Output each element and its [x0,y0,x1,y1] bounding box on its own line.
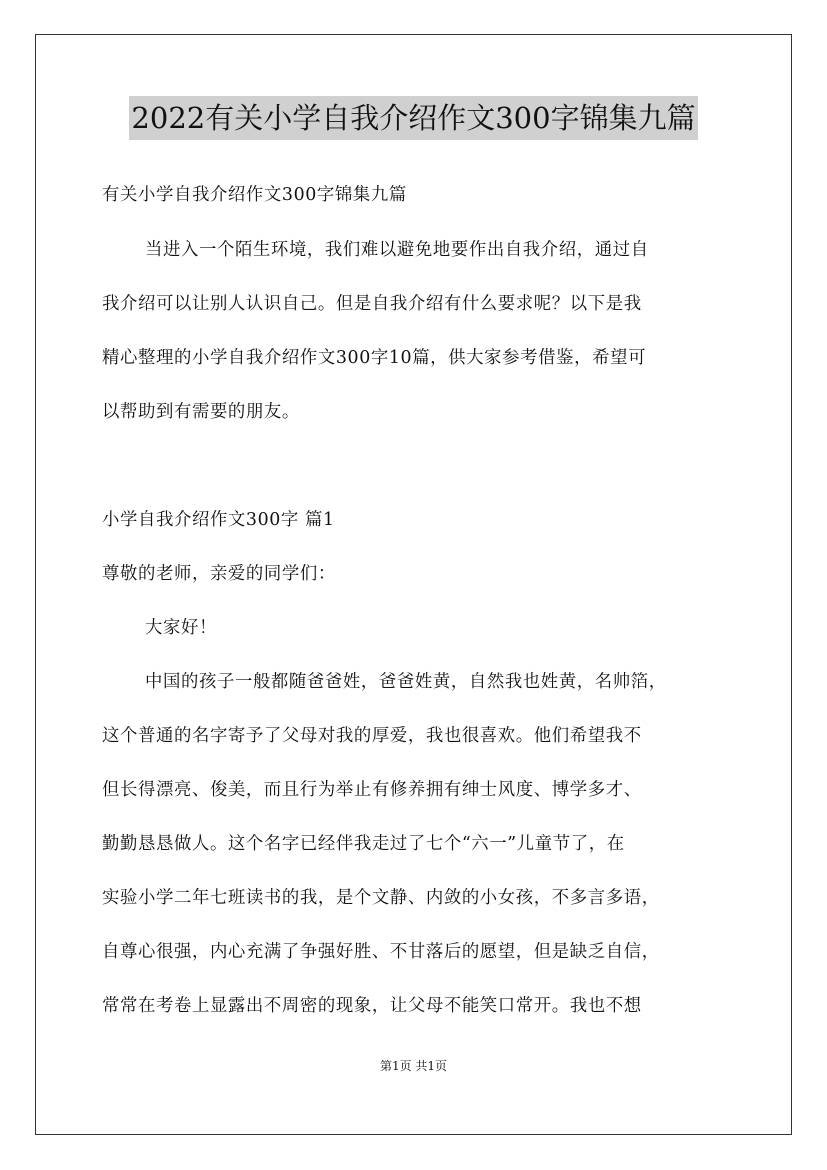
body-line: 实验小学二年七班读书的我，是个文静、内敛的小女孩，不多言多语， [102,888,660,908]
title-container [0,96,827,140]
page-footer: 第1页 共1页 [379,1059,448,1073]
section-heading: 小学自我介绍作文300字 篇1 [102,510,335,530]
intro-line: 以帮助到有需要的朋友。 [102,402,300,422]
body-line: 自尊心很强，内心充满了争强好胜、不甘落后的愿望，但是缺乏自信， [102,942,660,962]
greeting: 大家好！ [145,618,217,638]
body-line: 中国的孩子一般都随爸爸姓，爸爸姓黄，自然我也姓黄，名帅箔， [145,672,667,692]
body-line: 但长得漂亮、俊美，而且行为举止有修养拥有绅士风度、博学多才、 [102,780,642,800]
document-subtitle: 有关小学自我介绍作文300字锦集九篇 [102,185,407,205]
intro-line: 我介绍可以让别人认识自己。但是自我介绍有什么要求呢？以下是我 [102,294,642,314]
intro-line: 当进入一个陌生环境，我们难以避免地要作出自我介绍，通过自 [145,240,649,260]
body-line: 常常在考卷上显露出不周密的现象，让父母不能笑口常开。我也不想 [102,996,642,1016]
body-line: 这个普通的名字寄予了父母对我的厚爱，我也很喜欢。他们希望我不 [102,726,642,746]
document-title: 2022有关小学自我介绍作文300字锦集九篇 [129,96,697,140]
body-line: 勤勤恳恳做人。这个名字已经伴我走过了七个“六一”儿童节了，在 [102,834,625,854]
intro-line: 精心整理的小学自我介绍作文300字10篇，供大家参考借鉴，希望可 [102,348,647,368]
salutation: 尊敬的老师，亲爱的同学们： [102,564,336,584]
